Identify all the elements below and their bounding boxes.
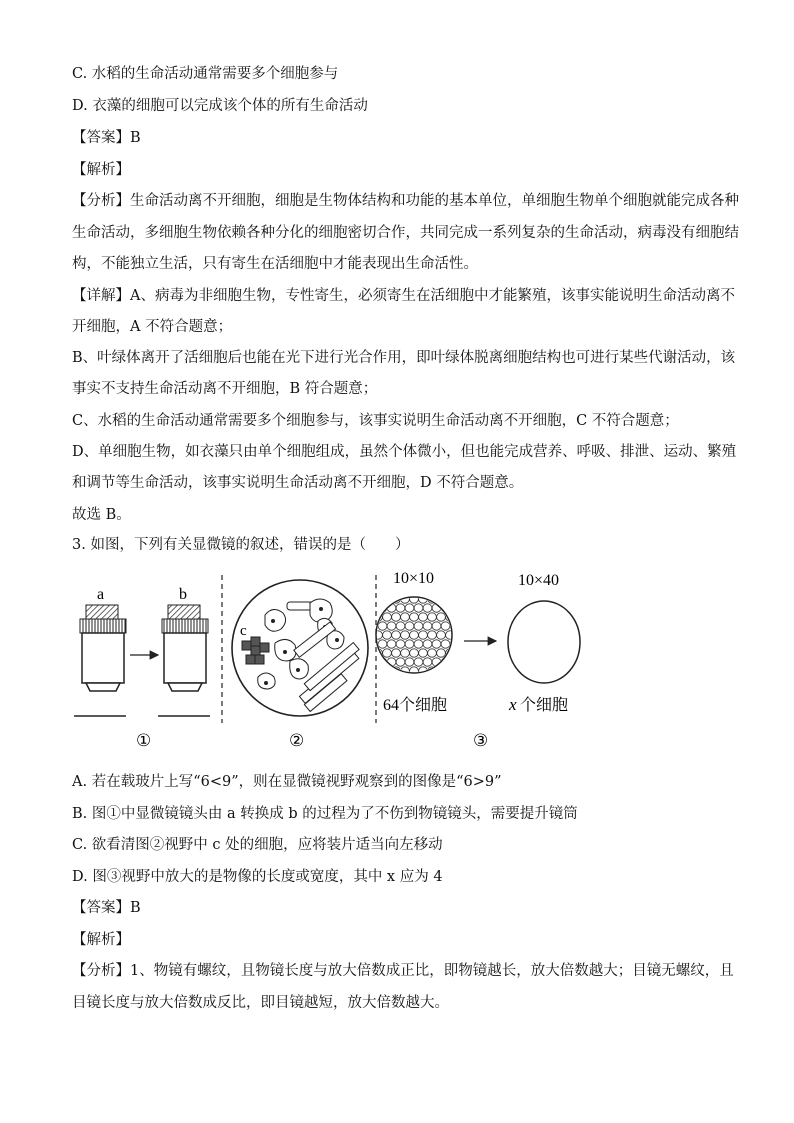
paragraph-line: 【分析】1、物镜有螺纹，且物镜长度与放大倍数成正比，即物镜越长，放大倍数越大；目镜无螺纹，且 [72, 963, 734, 979]
cell-count-low: 64个细胞 [383, 697, 448, 714]
small-cell [383, 595, 392, 603]
small-cell [410, 649, 419, 657]
objective-lens-b [158, 586, 210, 716]
objective-lens-a [74, 586, 126, 716]
field-of-view-circle [232, 580, 368, 716]
small-cell [432, 640, 441, 648]
option-a: A. 若在载玻片上写“6<9”，则在显微镜视野观察到的图像是“6>9” [72, 774, 502, 790]
small-cell [410, 667, 419, 675]
small-cell [405, 640, 414, 648]
small-cell [437, 667, 446, 675]
figure-svg [70, 565, 590, 755]
small-cell [392, 631, 401, 639]
paragraph-line: 构，不能独立生活，只有寄生在活细胞中才能表现出生命活性。 [72, 256, 478, 272]
small-cell [410, 613, 419, 621]
paragraph-line: 【详解】A、病毒为非细胞生物，专性寄生，必须寄生在活细胞中才能繁殖，该事实能说明生命活动离不 [72, 288, 735, 304]
small-cell [392, 613, 401, 621]
small-cell [378, 622, 387, 630]
paragraph-line: 生命活动，多细胞生物依赖各种分化的细胞密切合作，共同完成一系列复杂的生命活动，病毒没有细胞结 [72, 225, 739, 241]
analysis-heading: 【解析】 [72, 162, 130, 178]
small-cell [414, 622, 423, 630]
small-cell [374, 667, 383, 675]
small-cell [401, 613, 410, 621]
small-cell [432, 622, 441, 630]
small-cell [423, 622, 432, 630]
option-c: C. 欲看清图②视野中 c 处的细胞，应将装片适当向左移动 [72, 837, 443, 853]
small-cell [414, 604, 423, 612]
question-3-stem: 3. 如图，下列有关显微镜的叙述，错误的是（ ） [72, 537, 410, 553]
small-cell [405, 604, 414, 612]
small-cell [405, 622, 414, 630]
small-cell [441, 622, 450, 630]
magnification-low: 10×10 [393, 570, 435, 587]
option-b: B. 图①中显微镜镜头由 a 转换成 b 的过程为了不伤到物镜镜头，需要提升镜筒 [72, 806, 578, 822]
small-cell [437, 649, 446, 657]
label-b: b [179, 586, 187, 603]
small-cell [428, 631, 437, 639]
small-cell [396, 622, 405, 630]
cell-count-variable: x [509, 695, 517, 714]
small-cell [437, 631, 446, 639]
small-cell [450, 604, 459, 612]
small-cell [410, 595, 419, 603]
small-cell [410, 631, 419, 639]
paragraph-line: 目镜长度与放大倍数成反比，即目镜越短，放大倍数越大。 [72, 995, 449, 1011]
figure-number-3: ③ [473, 731, 489, 750]
label-c: c [240, 623, 247, 639]
option-d: D. 图③视野中放大的是物像的长度或宽度，其中 x 应为 4 [72, 869, 443, 885]
small-cell [396, 658, 405, 666]
small-cell [374, 631, 383, 639]
small-cell [383, 631, 392, 639]
cell-count-high-label: 个细胞 [520, 697, 569, 714]
paragraph-line: 【分析】生命活动离不开细胞，细胞是生物体结构和功能的基本单位，单细胞生物单个细胞就能完成各种 [72, 193, 739, 209]
small-cell [450, 658, 459, 666]
small-cell [446, 667, 455, 675]
small-cell [446, 631, 455, 639]
small-cell [419, 649, 428, 657]
small-cell [423, 640, 432, 648]
small-cell [396, 604, 405, 612]
small-cell [405, 658, 414, 666]
small-cell [419, 631, 428, 639]
small-cell [423, 604, 432, 612]
small-cell [401, 631, 410, 639]
small-cell [414, 640, 423, 648]
magnification-high: 10×40 [518, 572, 560, 589]
small-cell [374, 595, 383, 603]
small-cell [428, 649, 437, 657]
paragraph-line: D、单细胞生物，如衣藻只由单个细胞组成，虽然个体微小，但也能完成营养、呼吸、排泄、运动、繁殖 [72, 444, 737, 460]
small-cell [387, 622, 396, 630]
option-d: D. 衣藻的细胞可以完成该个体的所有生命活动 [72, 98, 368, 114]
paragraph-line: 事实不支持生命活动离不开细胞，B 符合题意； [72, 381, 378, 397]
small-cell [446, 595, 455, 603]
small-cell [441, 640, 450, 648]
option-c: C. 水稻的生命活动通常需要多个细胞参与 [72, 66, 339, 82]
microscope-figure [70, 565, 590, 755]
dense-cell-field [374, 595, 459, 675]
paragraph-line: 开细胞，A 不符合题意； [72, 319, 233, 335]
answer-label: 【答案】B [72, 900, 141, 916]
small-cell [378, 640, 387, 648]
figure-number-1: ① [136, 731, 152, 750]
small-cell [428, 613, 437, 621]
answer-label: 【答案】B [72, 130, 141, 146]
small-cell [423, 658, 432, 666]
empty-field-of-view [508, 601, 580, 683]
label-a: a [97, 586, 105, 603]
small-cell [419, 613, 428, 621]
figure-number-2: ② [289, 731, 305, 750]
small-cell [414, 658, 423, 666]
small-cell [387, 640, 396, 648]
paragraph-line: 和调节等生命活动，该事实说明生命活动离不开细胞，D 不符合题意。 [72, 475, 524, 491]
paragraph-line: C、水稻的生命活动通常需要多个细胞参与，该事实说明生命活动离不开细胞，C 不符合题意； [72, 413, 679, 429]
paragraph-line: 故选 B。 [72, 507, 131, 523]
analysis-heading: 【解析】 [72, 932, 130, 948]
small-cell [392, 649, 401, 657]
small-cell [383, 613, 392, 621]
small-cell [383, 649, 392, 657]
small-cell [401, 649, 410, 657]
paragraph-line: B、叶绿体离开了活细胞后也能在光下进行光合作用，即叶绿体脱离细胞结构也可进行某些代谢活动，该 [72, 350, 736, 366]
small-cell [437, 613, 446, 621]
small-cell [437, 595, 446, 603]
small-cell [383, 667, 392, 675]
small-cell [396, 640, 405, 648]
